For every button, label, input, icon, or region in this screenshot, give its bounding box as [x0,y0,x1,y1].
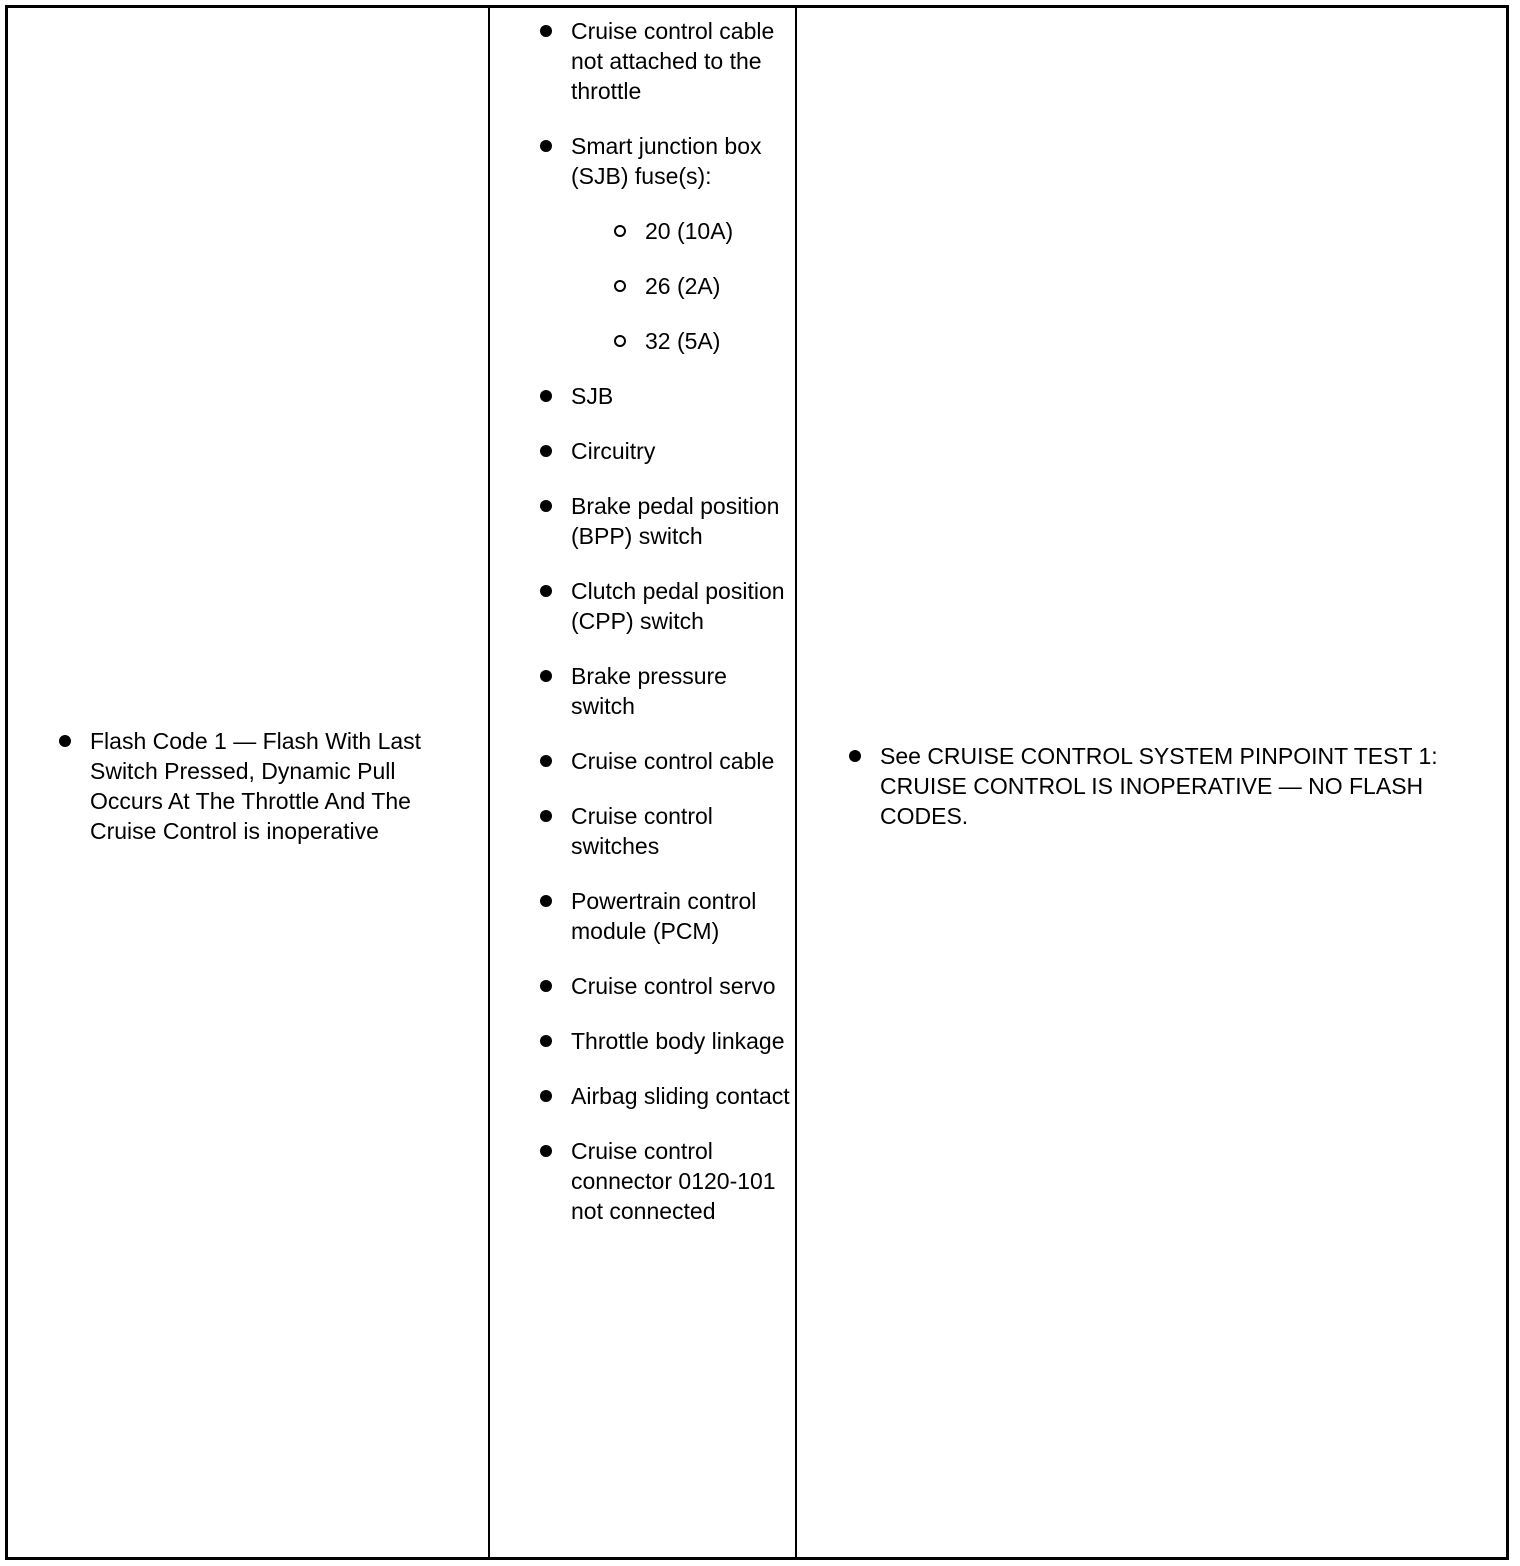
source-item-bpp-switch: Brake pedal position (BPP) switch [540,491,790,551]
possible-sources-list [540,16,790,1251]
action-cell [797,8,1506,1557]
diagnostic-table [5,5,1509,1560]
symptom-list [59,726,459,846]
possible-sources-cell [490,8,797,1557]
fuse-item-26: 26 (2A) [614,271,759,301]
source-item-sjb: SJB [540,381,790,411]
fuse-item-20: 20 (10A) [614,216,759,246]
source-item-cpp-switch: Clutch pedal position (CPP) switch [540,576,790,636]
source-item-brake-pressure-switch: Brake pressure switch [540,661,790,721]
source-item-cruise-servo: Cruise control servo [540,971,790,1001]
source-item-pcm: Powertrain control module (PCM) [540,886,790,946]
symptom-cell [8,8,490,1557]
fuse-item-32: 32 (5A) [614,326,759,356]
fuse-list [614,216,759,356]
symptom-item: Flash Code 1 — Flash With Last Switch Pressed, Dynamic Pull Occurs At The Throttle And The Cruise Control is inoperative [59,726,459,846]
source-item-airbag-sliding-contact: Airbag sliding contact [540,1081,790,1111]
source-item-sjb-fuses-label: Smart junction box (SJB) fuse(s): [571,133,762,189]
action-item: See CRUISE CONTROL SYSTEM PINPOINT TEST 1: CRUISE CONTROL IS INOPERATIVE — NO FLASH CODES. [849,741,1449,831]
source-item-cruise-switches: Cruise control switches [540,801,790,861]
source-item-sjb-fuses [540,131,790,356]
source-item-cable-not-attached: Cruise control cable not attached to the throttle [540,16,790,106]
source-item-throttle-linkage: Throttle body linkage [540,1026,790,1056]
source-item-cruise-cable: Cruise control cable [540,746,790,776]
source-item-circuitry: Circuitry [540,436,790,466]
action-list [849,741,1449,831]
source-item-connector-not-connected: Cruise control connector 0120-101 not connected [540,1136,790,1226]
